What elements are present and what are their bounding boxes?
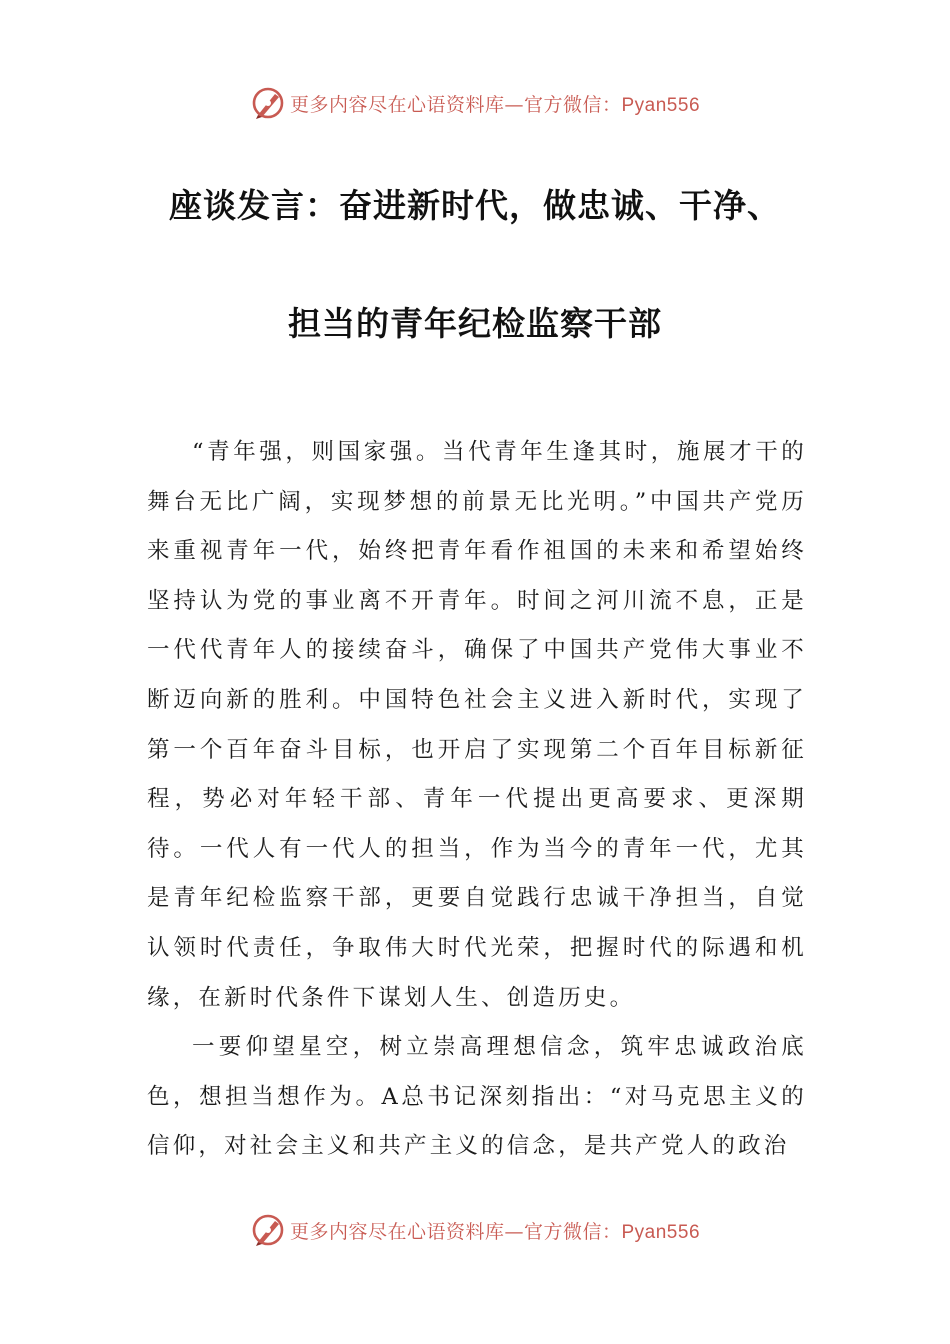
watermark-banner-bottom <box>0 1210 950 1250</box>
pen-circle-logo-icon <box>250 85 286 121</box>
wechat-id: Pyan556 <box>621 1221 701 1243</box>
document-title-line-1: 座谈发言：奋进新时代，做忠诚、干净、 <box>169 186 781 225</box>
watermark-banner-top <box>0 83 950 123</box>
pen-circle-logo-icon <box>250 1212 286 1248</box>
document-title-line-2: 担当的青年纪检监察干部 <box>288 304 662 343</box>
paragraph: 一要仰望星空，树立崇高理想信念，筑牢忠诚政治底色，想担当想作为。A总书记深刻指出：“对马克思主义的信仰，对社会主义和共产主义的信念，是共产党人的政治 <box>147 1034 807 1160</box>
watermark-text: 更多内容尽在心语资料库—官方微信：Pyan556 <box>289 1220 701 1243</box>
paragraph: “青年强，则国家强。当代青年生逢其时，施展才干的舞台无比广阔，实现梦想的前景无比光明。”中国共产党历来重视青年一代，始终把青年看作祖国的未来和希望始终坚持认为党的事业离不开青年。时间之河川流不息，正是一代代青年人的接续奋斗，确保了中国共产党伟大事业不断迈向新的胜利。中国特色社会主义进入新时代，实现了第一个百年奋斗目标，也开启了实现第二个百年目标新征程，势必对年轻干部、青年一代提出更高要求、更深期待。一代人有一代人的担当，作为当今的青年一代，尤其是青年纪检监察干部，更要自觉践行忠诚干净担当，自觉认领时代责任，争取伟大时代光荣，把握时代的际遇和机缘，在新时代条件下谋划人生、创造历史。 <box>147 439 807 1011</box>
document-body <box>147 428 807 1172</box>
wechat-id: Pyan556 <box>621 94 701 116</box>
watermark-text: 更多内容尽在心语资料库—官方微信：Pyan556 <box>289 93 701 116</box>
